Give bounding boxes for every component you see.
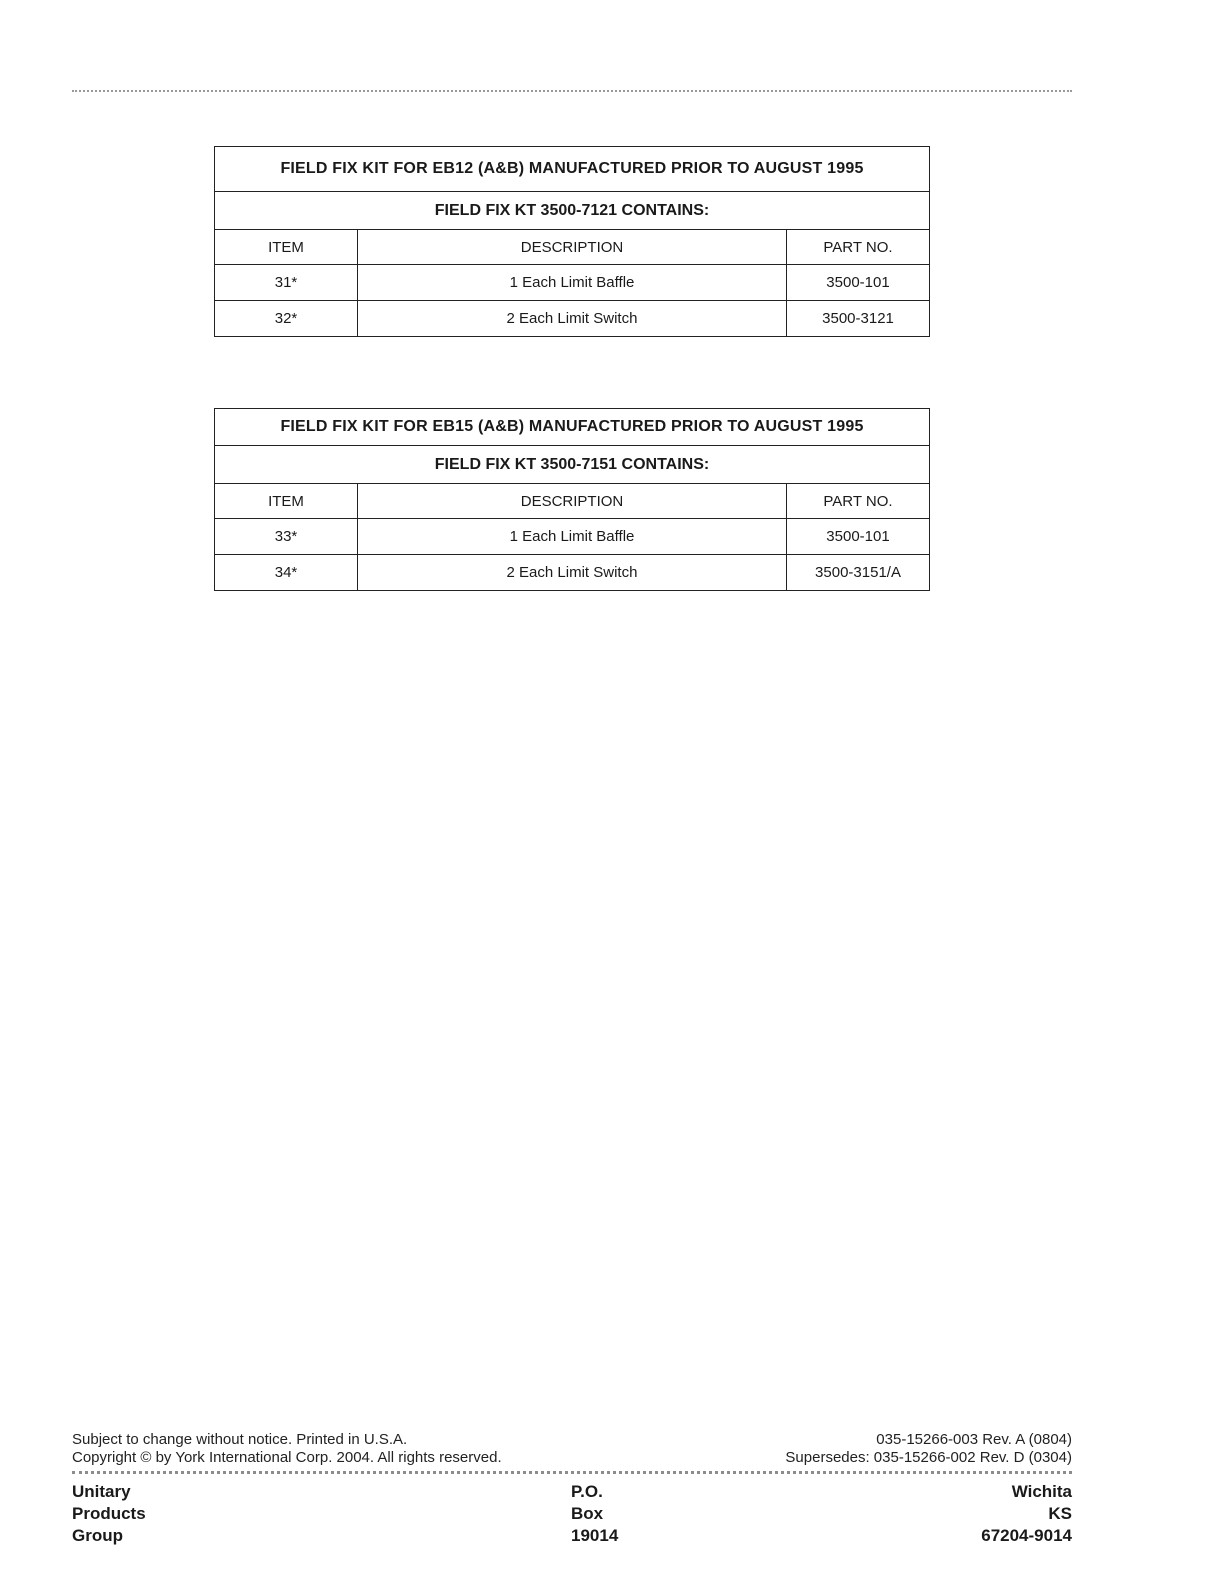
- part-no-cell: 3500-3151/A: [787, 555, 930, 591]
- address-line: 67204-9014: [981, 1526, 1072, 1545]
- footer-notice-line: Subject to change without notice. Printed in U.S.A.: [72, 1431, 408, 1448]
- header-dotted-rule: [72, 90, 1072, 92]
- address-line: Wichita: [1011, 1482, 1072, 1501]
- table-row: [215, 555, 930, 591]
- footer-document-number: [785, 1431, 1072, 1467]
- kit-table-title: FIELD FIX KIT FOR EB12 (A&B) MANUFACTURED PRIOR TO AUGUST 1995: [215, 147, 930, 192]
- description-cell: 2 Each Limit Switch: [358, 301, 787, 337]
- footer-doc-revision: 035-15266-003 Rev. A (0804): [876, 1431, 1072, 1448]
- address-line: Products: [72, 1504, 146, 1523]
- kit-table-subtitle: FIELD FIX KT 3500-7121 CONTAINS:: [215, 192, 930, 230]
- item-cell: 31*: [215, 265, 358, 301]
- address-line: 19014: [571, 1526, 619, 1545]
- column-header-part-no: PART NO.: [787, 484, 930, 519]
- description-cell: 1 Each Limit Baffle: [358, 265, 787, 301]
- part-no-cell: 3500-3121: [787, 301, 930, 337]
- address-line: KS: [1048, 1504, 1072, 1523]
- footer-supersedes: Supersedes: 035-15266-002 Rev. D (0304): [785, 1449, 1072, 1466]
- table-row: [215, 519, 930, 555]
- address-line: P.O.: [571, 1482, 603, 1501]
- footer-address-city: [981, 1481, 1072, 1547]
- footer-dotted-rule: [72, 1471, 1072, 1474]
- part-no-cell: 3500-101: [787, 519, 930, 555]
- column-header-item: ITEM: [215, 484, 358, 519]
- address-line: Group: [72, 1526, 123, 1545]
- footer-address-company: [72, 1481, 146, 1547]
- footer-copyright-line: Copyright © by York International Corp. 2004. All rights reserved.: [72, 1449, 502, 1466]
- table-row: [215, 301, 930, 337]
- table-row: [215, 265, 930, 301]
- field-fix-kit-table-eb15: [214, 408, 930, 591]
- column-header-item: ITEM: [215, 230, 358, 265]
- item-cell: 33*: [215, 519, 358, 555]
- kit-table-subtitle: FIELD FIX KT 3500-7151 CONTAINS:: [215, 446, 930, 484]
- address-line: Unitary: [72, 1482, 131, 1501]
- description-cell: 1 Each Limit Baffle: [358, 519, 787, 555]
- footer-legal: [72, 1431, 502, 1467]
- item-cell: 34*: [215, 555, 358, 591]
- description-cell: 2 Each Limit Switch: [358, 555, 787, 591]
- column-header-part-no: PART NO.: [787, 230, 930, 265]
- address-line: Box: [571, 1504, 604, 1523]
- part-no-cell: 3500-101: [787, 265, 930, 301]
- item-cell: 32*: [215, 301, 358, 337]
- field-fix-kit-table-eb12: [214, 146, 930, 337]
- kit-table-title: FIELD FIX KIT FOR EB15 (A&B) MANUFACTURED PRIOR TO AUGUST 1995: [215, 409, 930, 446]
- column-header-description: DESCRIPTION: [358, 484, 787, 519]
- column-header-description: DESCRIPTION: [358, 230, 787, 265]
- footer-address-po-box: [571, 1481, 618, 1547]
